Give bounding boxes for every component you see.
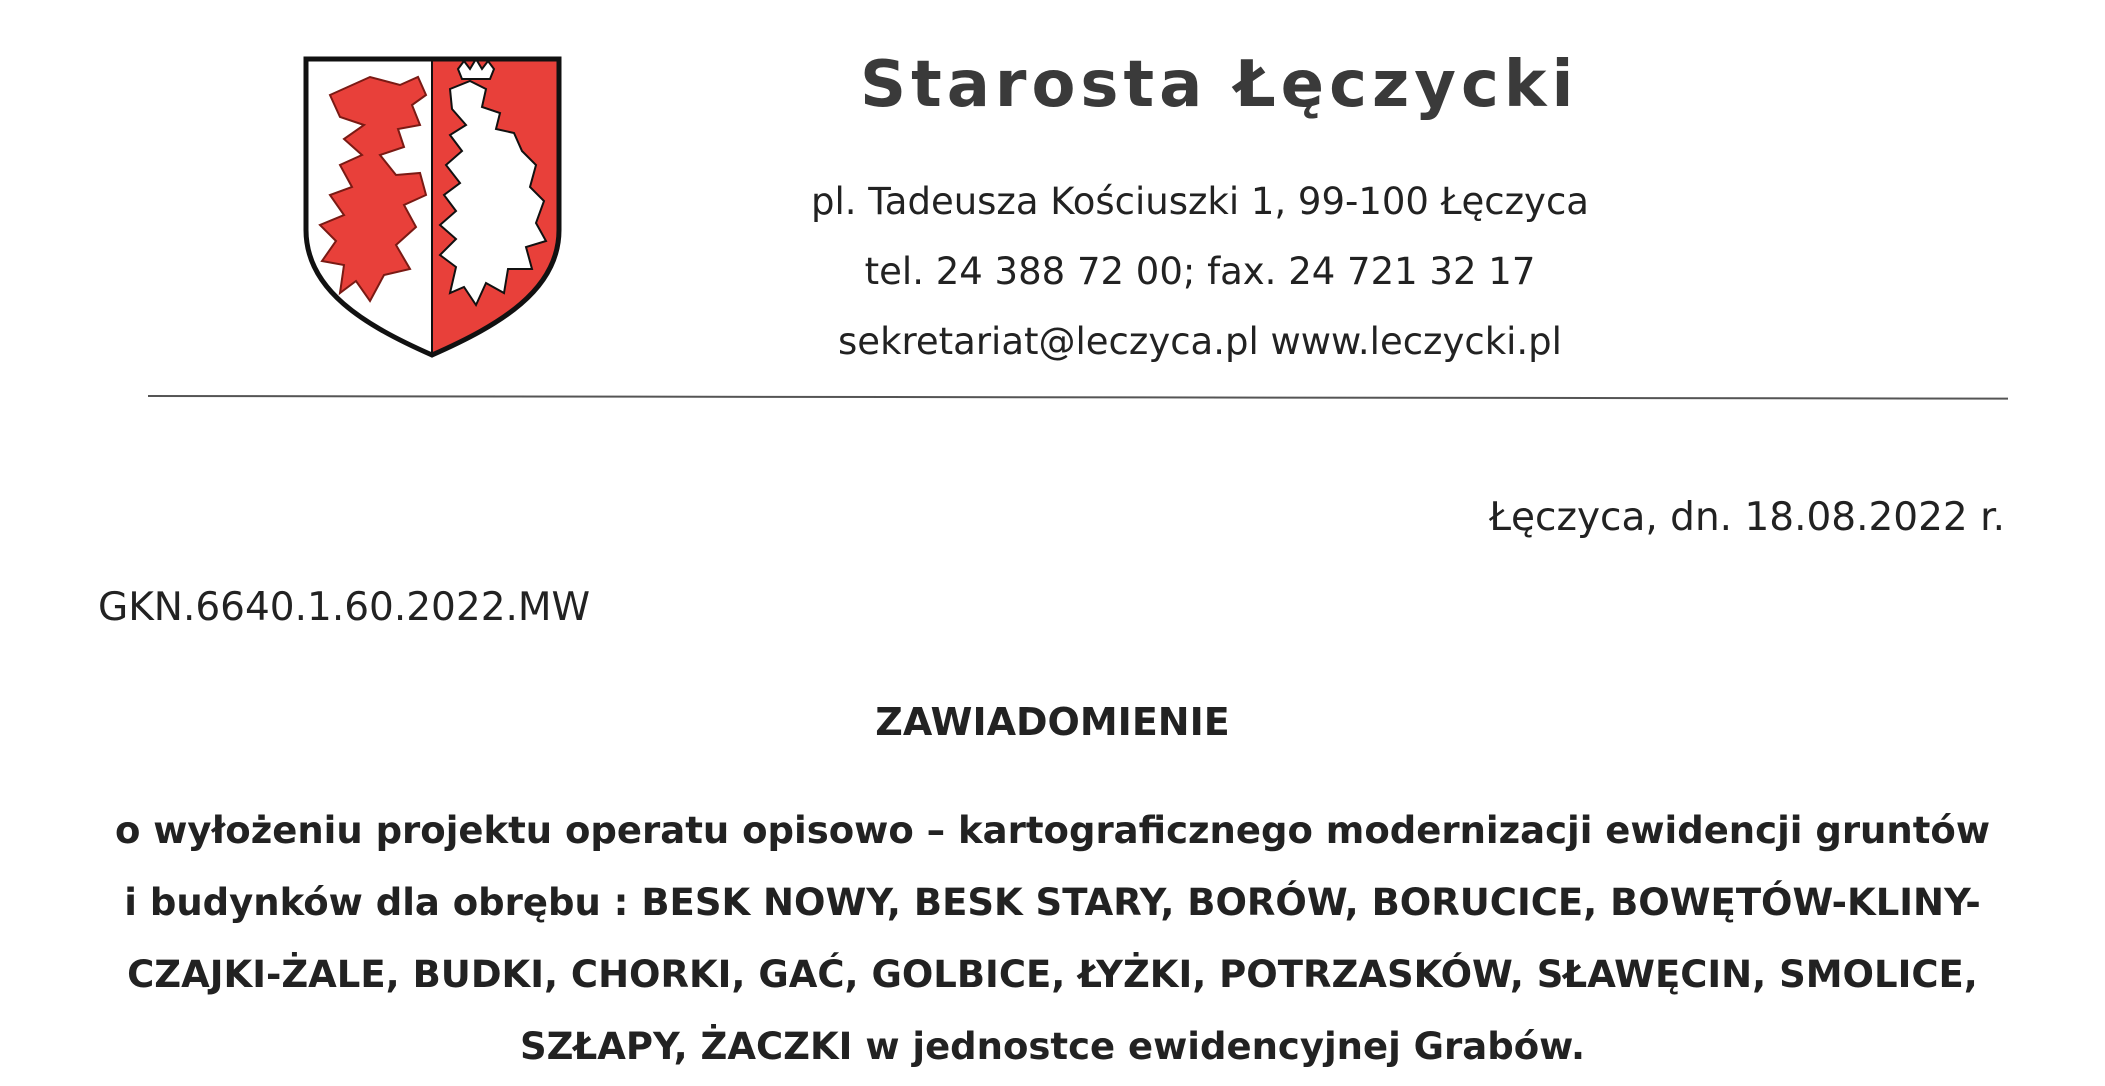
- notice-subject-line: o wyłożeniu projektu operatu opisowo – kartograficznego modernizacji ewidencji gruntów: [114, 809, 1991, 852]
- document-date: Łęczyca, dn. 18.08.2022 r.: [1489, 495, 2005, 540]
- coat-of-arms-icon: [300, 55, 565, 360]
- notice-subject-line: CZAJKI-ŻALE, BUDKI, CHORKI, GAĆ, GOLBICE, ŁYŻKI, POTRZASKÓW, SŁAWĘCIN, SMOLICE,: [127, 953, 1978, 996]
- office-email-website: sekretariat@leczyca.pl www.leczycki.pl: [838, 320, 1562, 363]
- case-reference-number: GKN.6640.1.60.2022.MW: [98, 585, 591, 630]
- office-title: Starosta Łęczycki: [860, 48, 1579, 122]
- letterhead-divider: [148, 395, 2008, 400]
- notice-subject-line: i budynków dla obrębu : BESK NOWY, BESK STARY, BORÓW, BORUCICE, BOWĘTÓW-KLINY-: [124, 881, 1981, 924]
- notice-title: ZAWIADOMIENIE: [875, 700, 1230, 744]
- office-phone-fax: tel. 24 388 72 00; fax. 24 721 32 17: [864, 250, 1536, 293]
- notice-subject: [80, 795, 2025, 1083]
- office-address: pl. Tadeusza Kościuszki 1, 99-100 Łęczyca: [811, 180, 1589, 223]
- notice-subject-line: SZŁAPY, ŻACZKI w jednostce ewidencyjnej Grabów.: [519, 1025, 1586, 1068]
